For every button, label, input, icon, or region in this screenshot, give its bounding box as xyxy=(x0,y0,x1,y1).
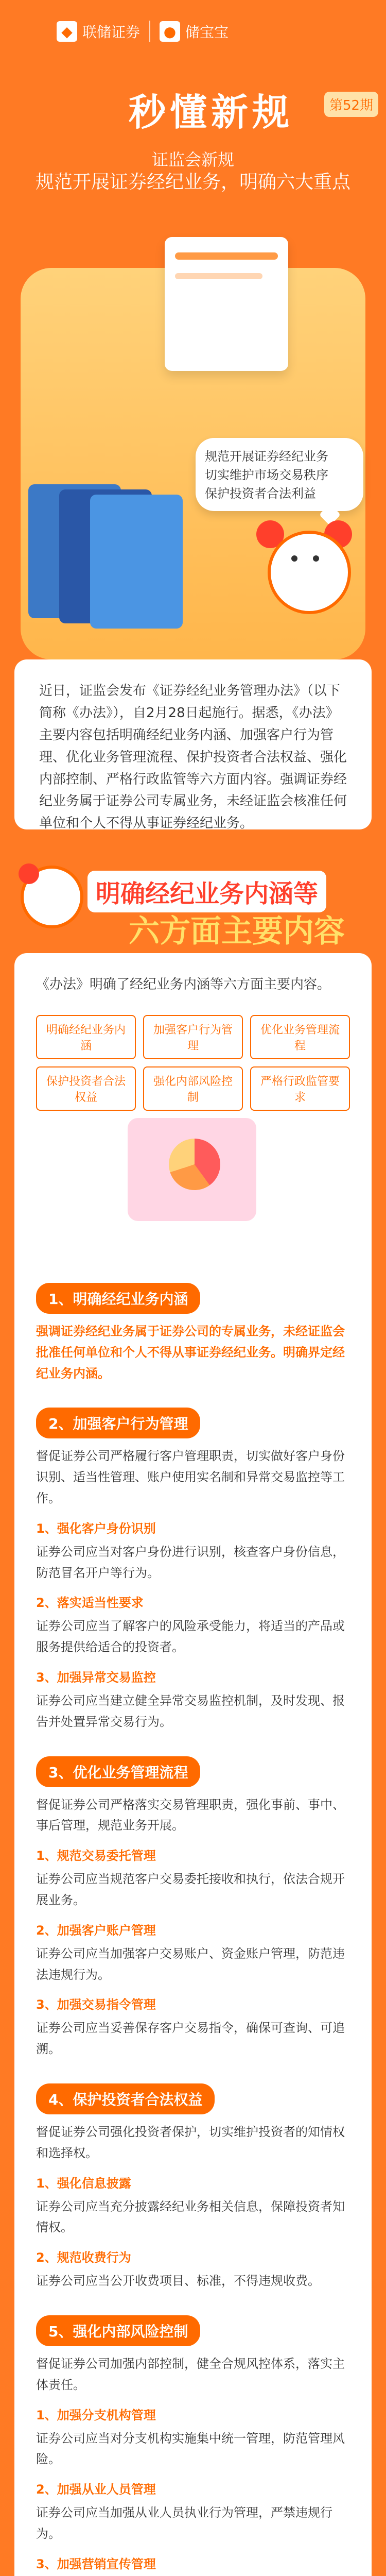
block-title: 2、加强客户行为管理 xyxy=(36,1408,200,1438)
lianchu-logo-icon: ◆ xyxy=(57,21,77,42)
block-paragraph: 督促证券公司严格履行客户管理职责，切实做好客户身份识别、适当性管理、账户使用实名制和异常交易监控等工作。 xyxy=(36,1449,345,1505)
tag-grid xyxy=(36,1015,350,1111)
intro-text: 近日，证监会发布《证券经纪业务管理办法》（以下简称《办法》），自2月28日起施行。据悉，《办法》主要内容包括明确经纪业务内涵、加强客户行为管理、优化业务管理流程、保护投资者合法权益、强化内部控制、严格行政监管等六方面内容。强调证券经纪业务属于证券公司专属业务，未经证监会核准任何单位和个人不得从事证券经纪业务。 xyxy=(39,683,347,832)
subparagraph: 证券公司应当妥善保存客户交易指令，确保可查询、可追溯。 xyxy=(36,2021,345,2057)
mascot-eye-left xyxy=(291,555,297,562)
mascot-icon xyxy=(247,510,360,623)
subheading: 2、加强客户账户管理 xyxy=(36,1923,156,1938)
book-icon-3 xyxy=(90,495,183,629)
tag-item: 保护投资者合法权益 xyxy=(36,1066,136,1111)
brand-group xyxy=(57,21,229,42)
content-card xyxy=(14,953,372,2576)
hero-illustration xyxy=(0,196,386,659)
subparagraph: 证券公司应当对分支机构实施集中统一管理，防范管理风险。 xyxy=(36,2431,345,2467)
block-paragraph: 督促证券公司强化投资者保护，切实维护投资者的知情权和选择权。 xyxy=(36,2124,345,2160)
block-4 xyxy=(36,2083,350,2292)
subparagraph: 证券公司应当建立健全异常交易监控机制，及时发现、报告并处置异常交易行为。 xyxy=(36,1693,345,1729)
subparagraph: 证券公司应当规范客户交易委托接收和执行，依法合规开展业务。 xyxy=(36,1872,345,1907)
block-paragraph: 督促证券公司严格落实交易管理职责，强化事前、事中、事后管理，规范业务开展。 xyxy=(36,1797,345,1833)
section-title-line1: 明确经纪业务内涵等 xyxy=(87,871,326,912)
brand-right-label: 储宝宝 xyxy=(185,24,229,41)
subheading: 2、规范收费行为 xyxy=(36,2250,131,2265)
brand-divider xyxy=(149,21,150,42)
block-2 xyxy=(36,1408,350,1732)
subheading: 1、规范交易委托管理 xyxy=(36,1849,156,1863)
subheading: 2、加强从业人员管理 xyxy=(36,2482,156,2497)
mascot-eye-right xyxy=(313,555,319,562)
tag-item: 明确经纪业务内涵 xyxy=(36,1015,136,1059)
subparagraph: 证券公司应当公开收费项目、标准，不得违规收费。 xyxy=(36,2274,320,2289)
block-title: 4、保护投资者合法权益 xyxy=(36,2083,215,2114)
subparagraph: 证券公司应当充分披露经纪业务相关信息，保障投资者知情权。 xyxy=(36,2199,345,2235)
subheading: 1、加强分支机构管理 xyxy=(36,2408,156,2422)
pie-chart-icon xyxy=(169,1139,220,1190)
block-paragraph xyxy=(36,1321,350,1384)
section-header xyxy=(0,835,386,953)
block-title: 1、明确经纪业务内涵 xyxy=(36,1283,200,1314)
block-3 xyxy=(36,1756,350,2060)
bubble-text: 规范开展证券经纪业务 切实维护市场交易秩序 保护投资者合法利益 xyxy=(205,449,328,501)
section-mascot-icon xyxy=(21,866,83,928)
section-title-line2: 六方面主要内容 xyxy=(129,913,345,950)
subheading: 1、强化客户身份识别 xyxy=(36,1521,156,1536)
title-block xyxy=(0,62,386,196)
tag-item: 加强客户行为管理 xyxy=(143,1015,243,1059)
subheading: 1、强化信息披露 xyxy=(36,2176,131,2191)
brand-left xyxy=(57,21,140,42)
chubaobao-logo-icon: ● xyxy=(160,21,180,42)
top-bar xyxy=(0,0,386,62)
subheading: 3、加强异常交易监控 xyxy=(36,1670,156,1685)
issue-badge: 第52期 xyxy=(324,92,378,117)
tag-item: 优化业务管理流程 xyxy=(250,1015,350,1059)
brand-left-label: 联储证券 xyxy=(82,24,141,41)
subheading: 2、落实适当性要求 xyxy=(36,1596,144,1611)
subtitle-line1: 证监会新规 xyxy=(151,150,234,170)
block-title: 5、强化内部风险控制 xyxy=(36,2315,200,2346)
content-intro: 《办法》明确了经纪业务内涵等六方面主要内容。 xyxy=(36,977,331,992)
block-paragraph: 督促证券公司加强内部控制，健全合规风控体系，落实主体责任。 xyxy=(36,2356,345,2392)
subheading: 3、加强交易指令管理 xyxy=(36,1997,156,2012)
speech-bubble xyxy=(196,438,363,511)
block-5 xyxy=(36,2315,350,2576)
content-blocks xyxy=(36,1283,350,2576)
subparagraph: 证券公司应当了解客户的风险承受能力，将适当的产品或服务提供给适合的投资者。 xyxy=(36,1619,345,1655)
tag-item: 严格行政监管要求 xyxy=(250,1066,350,1111)
subparagraph: 证券公司应当加强从业人员执业行为管理，严禁违规行为。 xyxy=(36,2505,332,2541)
pie-chart-illustration xyxy=(107,1103,277,1236)
block-title: 3、优化业务管理流程 xyxy=(36,1756,200,1787)
intro-card xyxy=(14,659,372,832)
block-1 xyxy=(36,1283,350,1384)
block-paragraph-text: 强调证券经纪业务属于证券公司的专属业务，未经证监会批准任何单位和个人不得从事证券经纪业务。明确界定经纪业务内涵。 xyxy=(36,1324,345,1381)
books-icon xyxy=(28,484,172,629)
page-title: 秒懂新规 xyxy=(129,91,294,134)
subparagraph: 证券公司应当加强客户交易账户、资金账户管理，防范违法违规行为。 xyxy=(36,1946,345,1982)
document-icon xyxy=(165,237,288,371)
mascot-head xyxy=(268,531,351,614)
subtitle-line2: 规范开展证券经纪业务，明确六大重点 xyxy=(35,172,350,193)
subparagraph: 证券公司应当对客户身份进行识别，核查客户身份信息，防范冒名开户等行为。 xyxy=(36,1544,345,1580)
brand-right xyxy=(160,21,229,42)
subheading: 3、加强营销宣传管理 xyxy=(36,2556,156,2571)
tag-item: 强化内部风险控制 xyxy=(143,1066,243,1111)
